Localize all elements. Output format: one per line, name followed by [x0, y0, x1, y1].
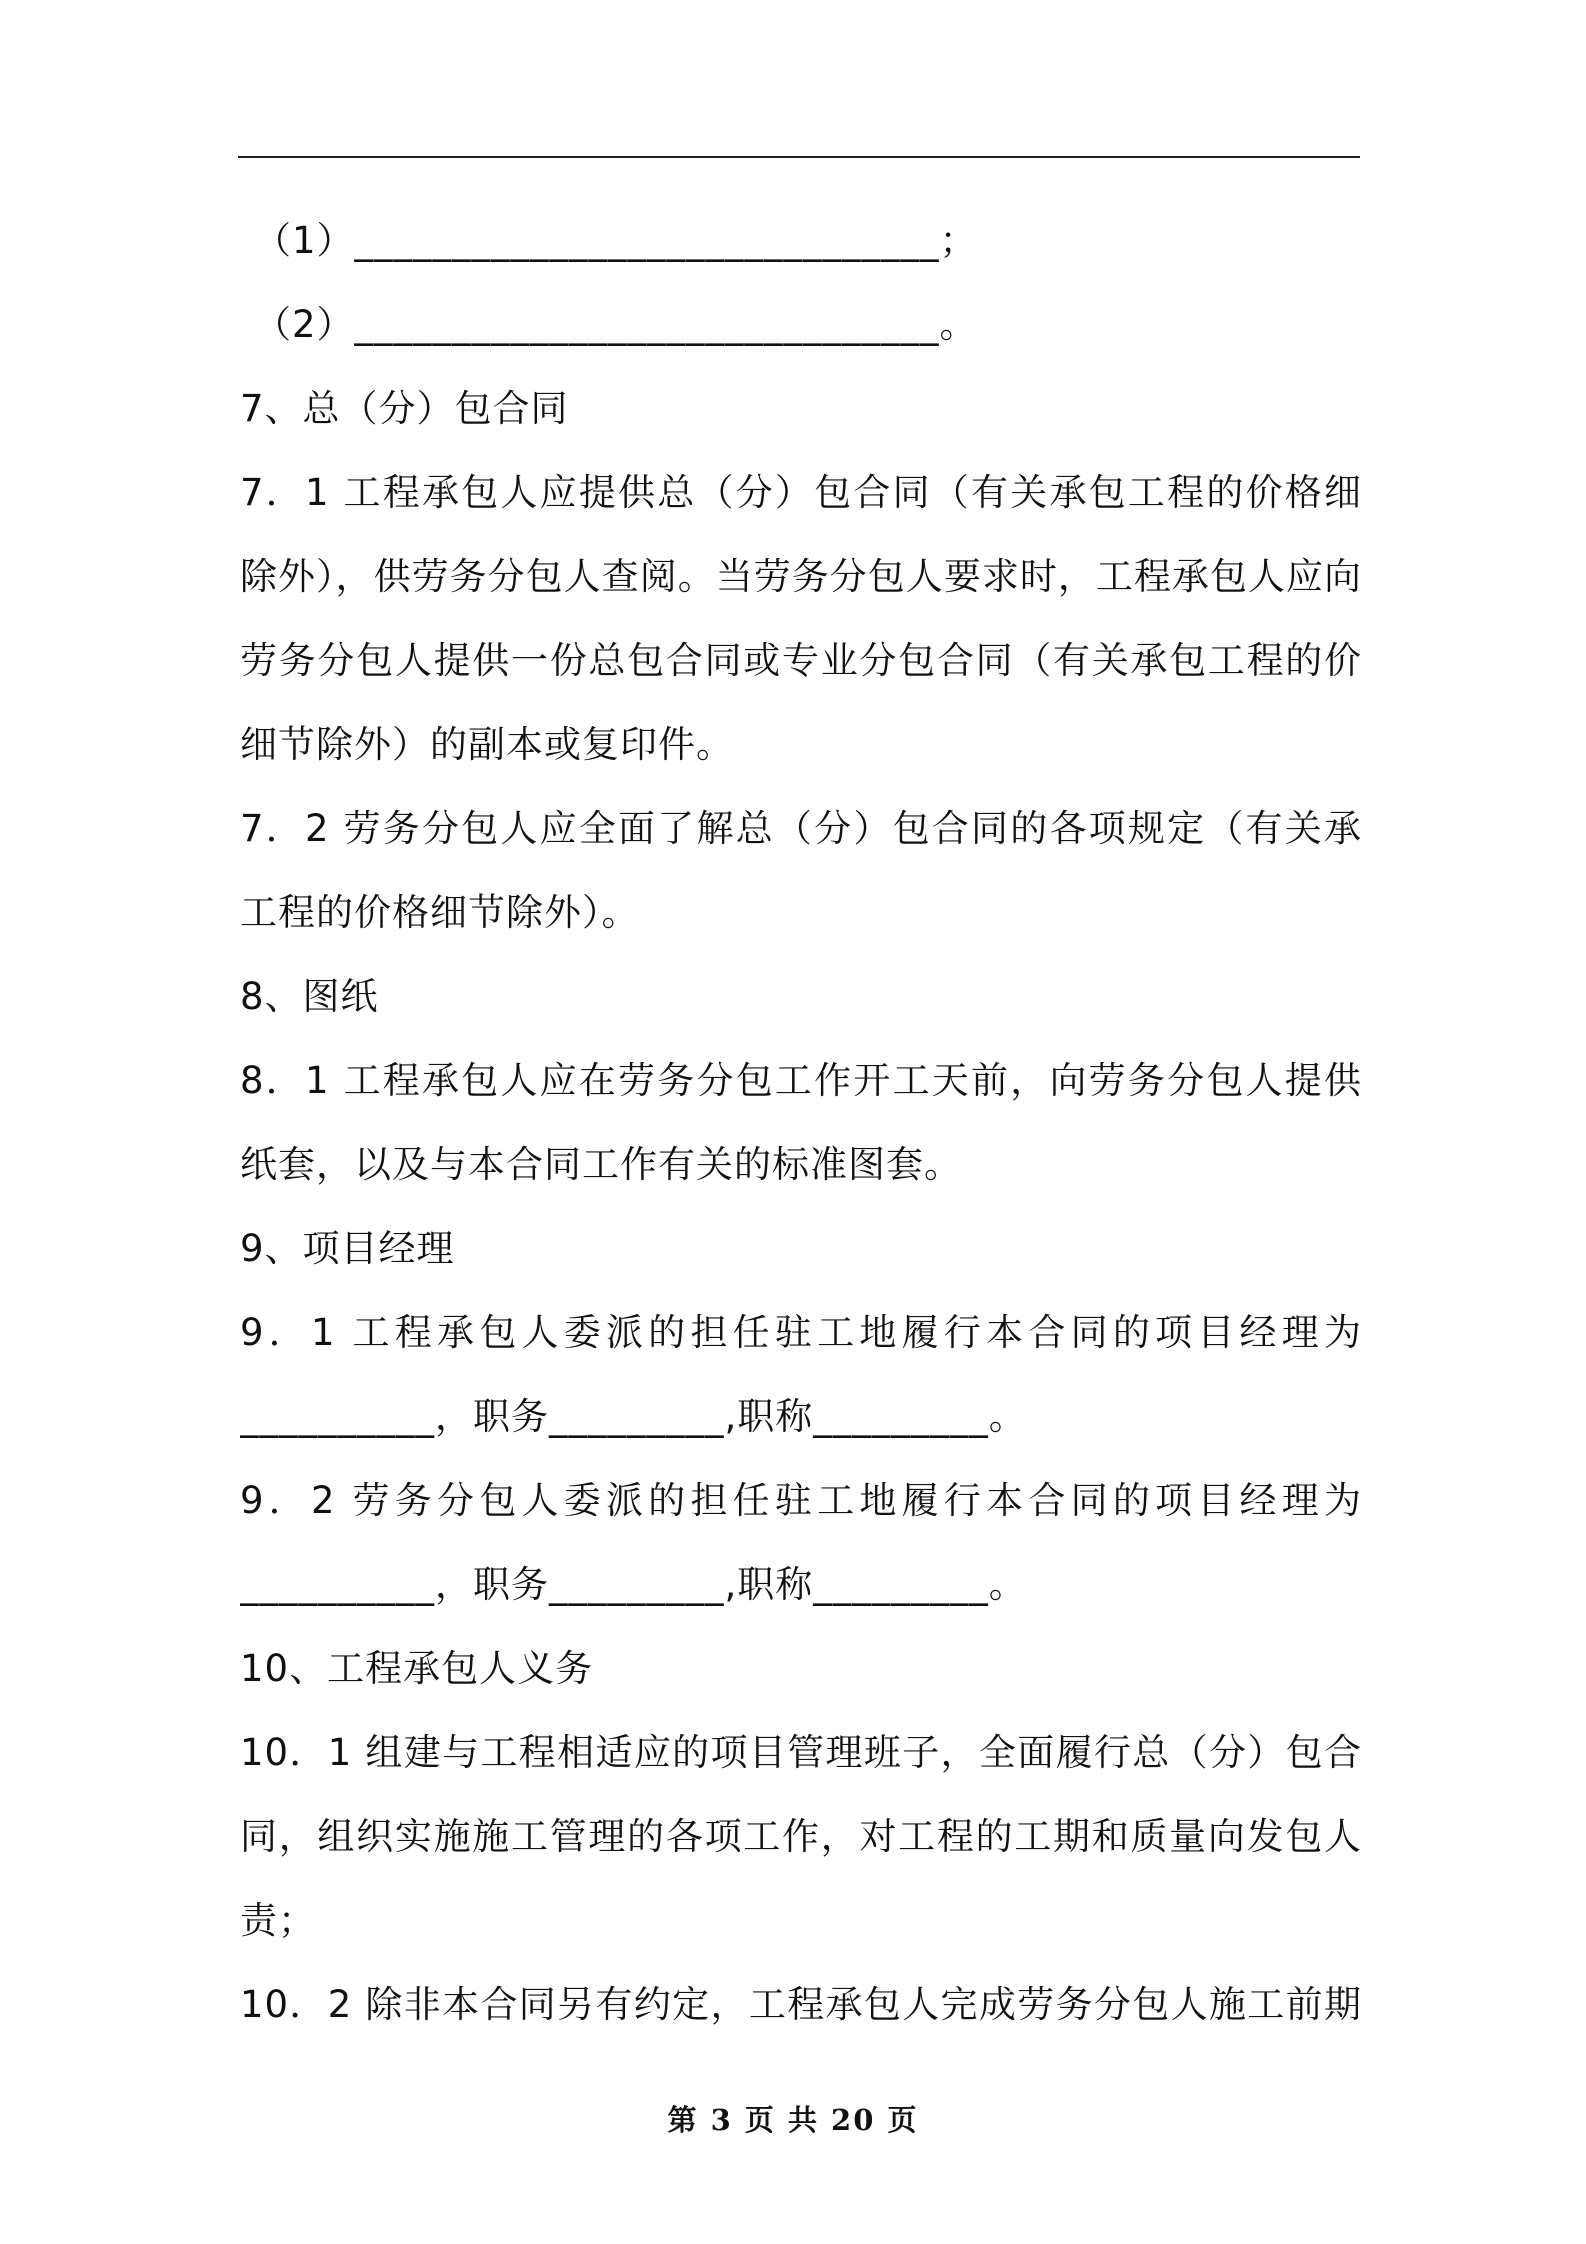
- paragraph-line: 9．1 工程承包人委派的担任驻工地履行本合同的项目经理为: [240, 1311, 1362, 1354]
- paragraph-line: 7．2 劳务分包人应全面了解总（分）包合同的各项规定（有关承: [240, 807, 1362, 850]
- section-heading-8: 8、图纸: [240, 975, 379, 1018]
- section-heading-7: 7、总（分）包合同: [240, 387, 569, 430]
- paragraph-line: 10．2 除非本合同另有约定，工程承包人完成劳务分包人施工前期: [240, 1983, 1362, 2026]
- paragraph-line: 7．1 工程承包人应提供总（分）包合同（有关承包工程的价格细: [240, 471, 1362, 514]
- paragraph-line: 9．2 劳务分包人委派的担任驻工地履行本合同的项目经理为: [240, 1479, 1362, 1522]
- paragraph-line: 10．1 组建与工程相适应的项目管理班子，全面履行总（分）包合: [240, 1731, 1362, 1774]
- header-rule: [238, 156, 1360, 158]
- paragraph-line: 纸套，以及与本合同工作有关的标准图套。: [240, 1143, 962, 1186]
- fill-in-line: __________，职务_________,职称_________。: [240, 1395, 1027, 1438]
- fill-in-line: __________，职务_________,职称_________。: [240, 1563, 1027, 1606]
- paragraph-line: 同，组织实施施工管理的各项工作，对工程的工期和质量向发包人: [240, 1815, 1362, 1858]
- section-heading-10: 10、工程承包人义务: [240, 1647, 594, 1690]
- blank-item-1: （1）______________________________；: [254, 219, 978, 262]
- paragraph-line: 工程的价格细节除外）。: [240, 891, 640, 934]
- paragraph-line: 责；: [240, 1899, 316, 1942]
- paragraph-line: 劳务分包人提供一份总包合同或专业分包合同（有关承包工程的价: [240, 639, 1362, 682]
- blank-item-2: （2）______________________________。: [254, 303, 978, 346]
- page-footer: 第 3 页 共 20 页: [667, 2103, 919, 2137]
- paragraph-line: 除外），供劳务分包人查阅。当劳务分包人要求时，工程承包人应向: [240, 555, 1362, 598]
- paragraph-line: 8．1 工程承包人应在劳务分包工作开工天前，向劳务分包人提供: [240, 1059, 1362, 1102]
- document-body: [240, 199, 1362, 2047]
- section-heading-9: 9、项目经理: [240, 1227, 455, 1270]
- paragraph-line: 细节除外）的副本或复印件。: [240, 723, 734, 766]
